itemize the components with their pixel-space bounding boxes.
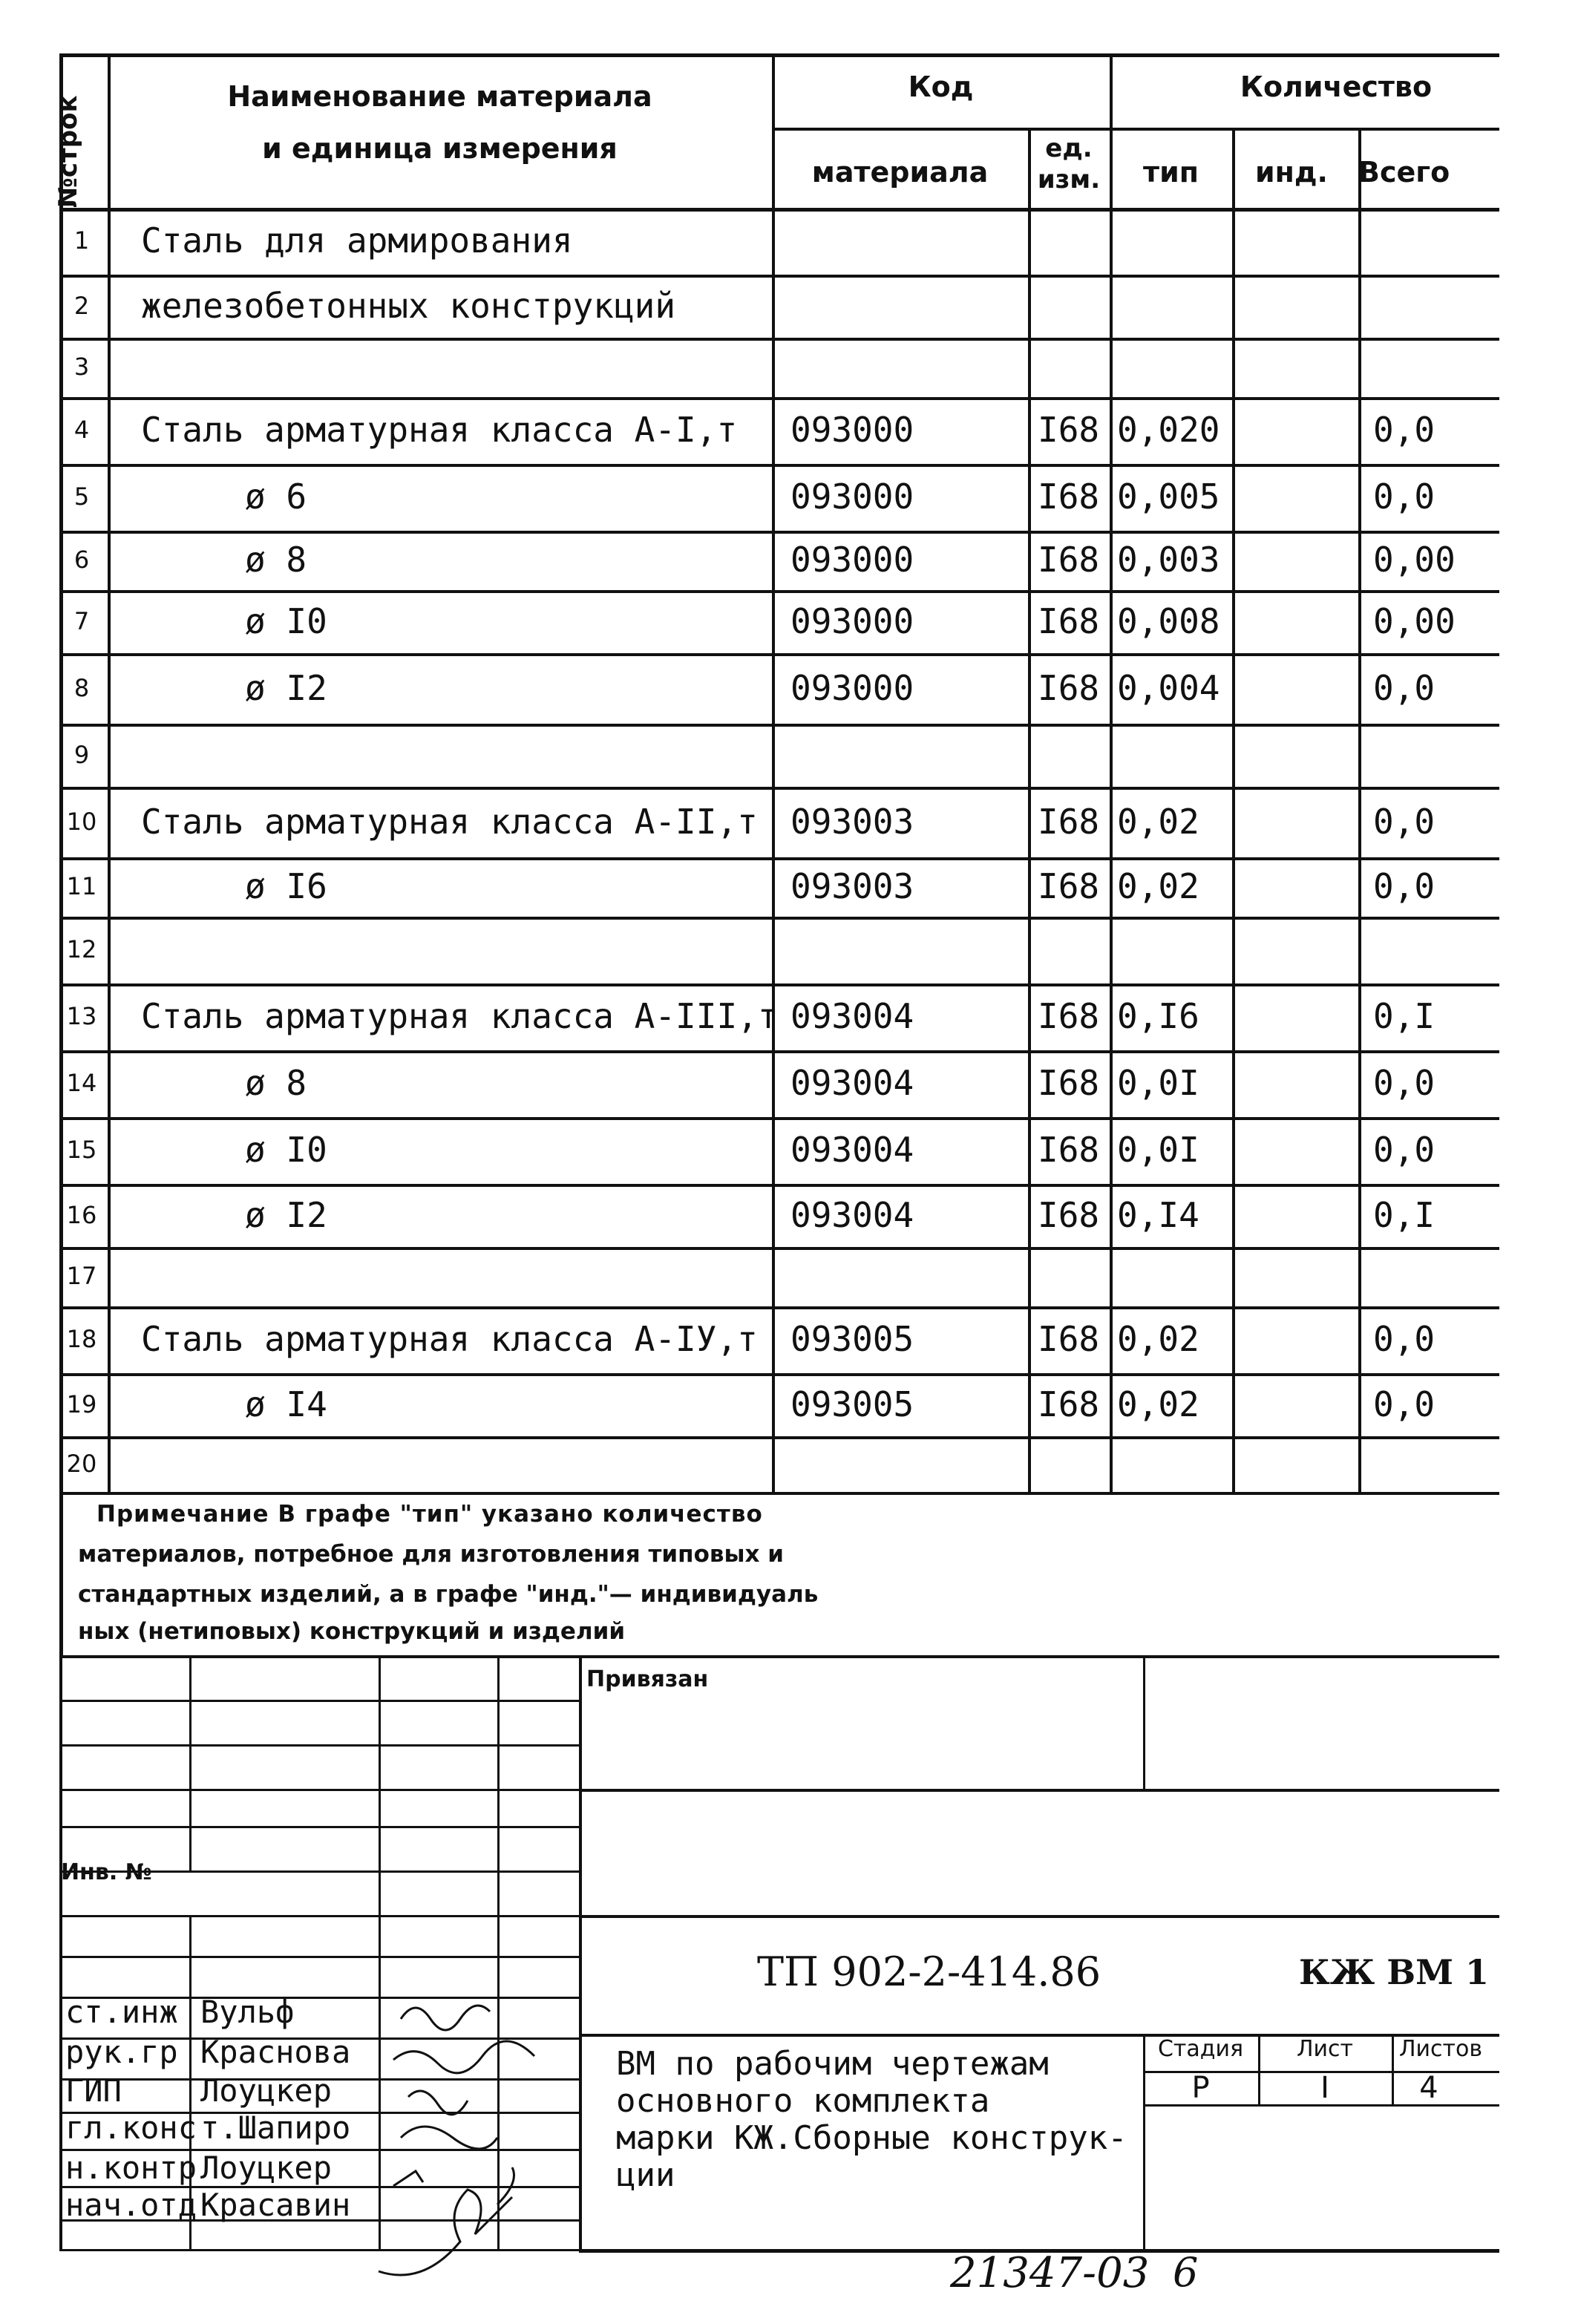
material-code: 093004 [790,1063,914,1103]
doc-title-line-3: марки КЖ.Сборные конструк- [616,2119,1127,2157]
grid-line [59,1655,579,1657]
grid-line [59,1915,579,1917]
grid-line [772,128,1499,131]
grid-line [59,1655,62,2249]
grid-line [772,53,775,1492]
unit-code: I68 [1038,410,1100,450]
row-number: 7 [73,606,90,635]
grid-line [59,397,1499,400]
header-qty-total: Всего [1358,156,1450,189]
grid-line [1143,1655,1145,1789]
material-name: Сталь для армирования [141,220,573,261]
quantity-total: 0,0 [1373,1319,1435,1359]
archive-number: 21347-03 [950,2249,1150,2297]
header-qty-type: тип [1143,156,1199,189]
grid-line [1110,53,1113,1492]
grid-line [108,53,111,1492]
material-code: 093000 [790,410,914,450]
quantity-type: 0,0I [1117,1130,1199,1170]
header-row-number: №строк [53,95,83,208]
drawing-mark: КЖ ВМ 1 [1299,1952,1490,1992]
doc-title-line-1: ВМ по рабочим чертежам [616,2045,1049,2083]
grid-line [59,1436,1499,1439]
grid-line [189,1655,191,1870]
signer-role: нач.отд [65,2187,197,2223]
sheet-label: Лист [1296,2036,1354,2062]
stage-label: Стадия [1157,2036,1244,2062]
row-number: 3 [73,353,90,381]
material-name: ø I2 [245,667,327,708]
signer-name: Вульф [200,1994,295,2030]
grid-line [59,1247,1499,1250]
row-number: 9 [73,740,90,769]
row-number: 2 [73,291,90,320]
grid-line [59,464,1499,467]
grid-line [59,1306,1499,1309]
header-code-unit-2: изм. [1037,165,1101,194]
material-name: железобетонных конструкций [141,285,676,326]
quantity-total: 0,I [1373,996,1435,1036]
material-name: Сталь арматурная класса А-I,т [141,410,738,450]
row-number: 13 [66,1002,97,1030]
stage-value: Р [1191,2071,1210,2105]
material-name: ø 8 [245,1063,307,1103]
signer-role: гл.конс [65,2109,197,2146]
page-number: 6 [1173,2249,1199,2296]
material-name: ø 6 [245,477,307,517]
material-code: 093004 [790,1194,914,1235]
material-code: 093000 [790,667,914,708]
quantity-type: 0,008 [1117,600,1220,641]
material-code: 093005 [790,1319,914,1359]
material-name: ø 8 [245,540,307,580]
row-number: 1 [73,226,90,255]
unit-code: I68 [1038,540,1100,580]
quantity-total: 0,00 [1373,540,1456,580]
quantity-total: 0,0 [1373,866,1435,906]
header-name-line2: и единица измерения [262,132,618,165]
note-line-4: ных (нетиповых) конструкций и изделий [78,1618,626,1645]
grid-line [59,1050,1499,1053]
grid-line [1143,2034,1145,2249]
unit-code: I68 [1038,1194,1100,1235]
sheets-value: 4 [1419,2071,1438,2105]
unit-code: I68 [1038,1130,1100,1170]
material-code: 093004 [790,996,914,1036]
unit-code: I68 [1038,600,1100,641]
grid-line [59,787,1499,790]
row-number: 5 [73,482,90,511]
unit-code: I68 [1038,996,1100,1036]
grid-line [59,590,1499,593]
unit-code: I68 [1038,866,1100,906]
grid-line [59,917,1499,920]
grid-line [1258,2034,1260,2104]
quantity-total: 0,00 [1373,600,1456,641]
signatures-scribbles [371,1989,579,2301]
material-name: ø I6 [245,866,327,906]
privyazan-label: Привязан [586,1666,709,1692]
unit-code: I68 [1038,1384,1100,1424]
row-number: 12 [66,935,97,963]
grid-line [59,1184,1499,1187]
material-name: Сталь арматурная класса А-IУ,т [141,1319,758,1359]
note-line-3: стандартных изделий, а в графе "инд."— индивидуаль [78,1581,819,1608]
grid-line [59,857,1499,860]
header-code: Код [908,71,974,103]
material-name: ø I4 [245,1384,327,1424]
grid-line [59,53,1499,57]
grid-line [1028,128,1031,1492]
grid-line [579,1915,1499,1918]
signer-role: н.контр [65,2150,197,2186]
quantity-type: 0,005 [1117,477,1220,517]
quantity-total: 0,0 [1373,1130,1435,1170]
grid-line [59,338,1499,341]
quantity-type: 0,0I [1117,1063,1199,1103]
doc-title-line-4: ции [616,2156,675,2194]
row-number: 14 [66,1069,97,1097]
material-name: Сталь арматурная класса А-II,т [141,801,758,842]
quantity-type: 0,003 [1117,540,1220,580]
row-number: 15 [66,1136,97,1164]
signer-role: ст.инж [65,1994,178,2030]
quantity-total: 0,0 [1373,1384,1435,1424]
signer-name: т.Шапиро [200,2109,351,2146]
row-number: 19 [66,1390,97,1418]
row-number: 8 [73,673,90,702]
grid-line [59,983,1499,986]
material-code: 093000 [790,540,914,580]
quantity-total: 0,0 [1373,667,1435,708]
grid-line [59,1789,579,1791]
material-code: 093000 [790,600,914,641]
grid-line [1358,128,1361,1492]
unit-code: I68 [1038,1319,1100,1359]
quantity-total: 0,0 [1373,410,1435,450]
row-number: 20 [66,1449,97,1478]
grid-line [59,724,1499,727]
quantity-type: 0,02 [1117,801,1199,842]
unit-code: I68 [1038,801,1100,842]
grid-line [579,1789,1499,1792]
material-code: 093000 [790,477,914,517]
row-number: 4 [73,416,90,444]
note-line-1: Примечание В графе "тип" указано количество [96,1501,763,1528]
material-code: 093005 [790,1384,914,1424]
quantity-type: 0,02 [1117,866,1199,906]
signer-name: Лоуцкер [200,2072,333,2109]
signer-name: Краснова [200,2034,351,2070]
quantity-type: 0,I4 [1117,1194,1199,1235]
quantity-total: 0,0 [1373,1063,1435,1103]
signer-role: ГИП [65,2072,122,2109]
grid-line [59,1700,579,1702]
row-number: 18 [66,1325,97,1353]
quantity-type: 0,004 [1117,667,1220,708]
quantity-type: 0,02 [1117,1319,1199,1359]
signer-name: Лоуцкер [200,2150,333,2186]
grid-line [1232,128,1235,1492]
header-quantity: Количество [1240,71,1433,103]
row-number: 10 [66,807,97,836]
grid-line [59,1744,579,1747]
signer-name: Красавин [200,2187,351,2223]
unit-code: I68 [1038,1063,1100,1103]
material-name: ø I0 [245,1130,327,1170]
sheet-value: I [1320,2071,1329,2105]
row-number: 11 [66,872,97,900]
quantity-type: 0,020 [1117,410,1220,450]
row-number: 17 [66,1262,97,1290]
project-code: ТП 902-2-414.86 [757,1948,1101,1995]
quantity-type: 0,I6 [1117,996,1199,1036]
header-name-line1: Наименование материала [227,80,652,113]
signer-role: рук.гр [65,2034,178,2070]
doc-title-line-2: основного комплекта [616,2082,990,2120]
grid-line [59,1956,579,1958]
header-qty-ind: инд. [1254,156,1328,189]
grid-line [59,531,1499,534]
inventory-number-label: Инв. № [61,1859,152,1885]
material-name: ø I0 [245,600,327,641]
grid-line [1392,2034,1394,2104]
material-code: 093003 [790,801,914,842]
material-code: 093003 [790,866,914,906]
quantity-total: 0,I [1373,1194,1435,1235]
grid-line [59,1117,1499,1120]
quantity-type: 0,02 [1117,1384,1199,1424]
quantity-total: 0,0 [1373,477,1435,517]
unit-code: I68 [1038,667,1100,708]
grid-line [59,1826,579,1828]
row-number: 16 [66,1200,97,1229]
grid-line [59,1492,1499,1495]
header-code-unit-1: ед. [1045,134,1093,163]
grid-line [59,653,1499,656]
grid-line [579,1655,582,2249]
header-code-material: материала [811,156,989,189]
grid-line [59,275,1499,278]
note-line-2: материалов, потребное для изготовления типовых и [78,1541,785,1568]
material-name: ø I2 [245,1194,327,1235]
grid-line [59,1373,1499,1376]
grid-line [59,208,1499,212]
unit-code: I68 [1038,477,1100,517]
material-name: Сталь арматурная класса А-III,т [141,996,779,1036]
material-code: 093004 [790,1130,914,1170]
sheets-label: Листов [1399,2036,1483,2062]
row-number: 6 [73,546,90,574]
quantity-total: 0,0 [1373,801,1435,842]
